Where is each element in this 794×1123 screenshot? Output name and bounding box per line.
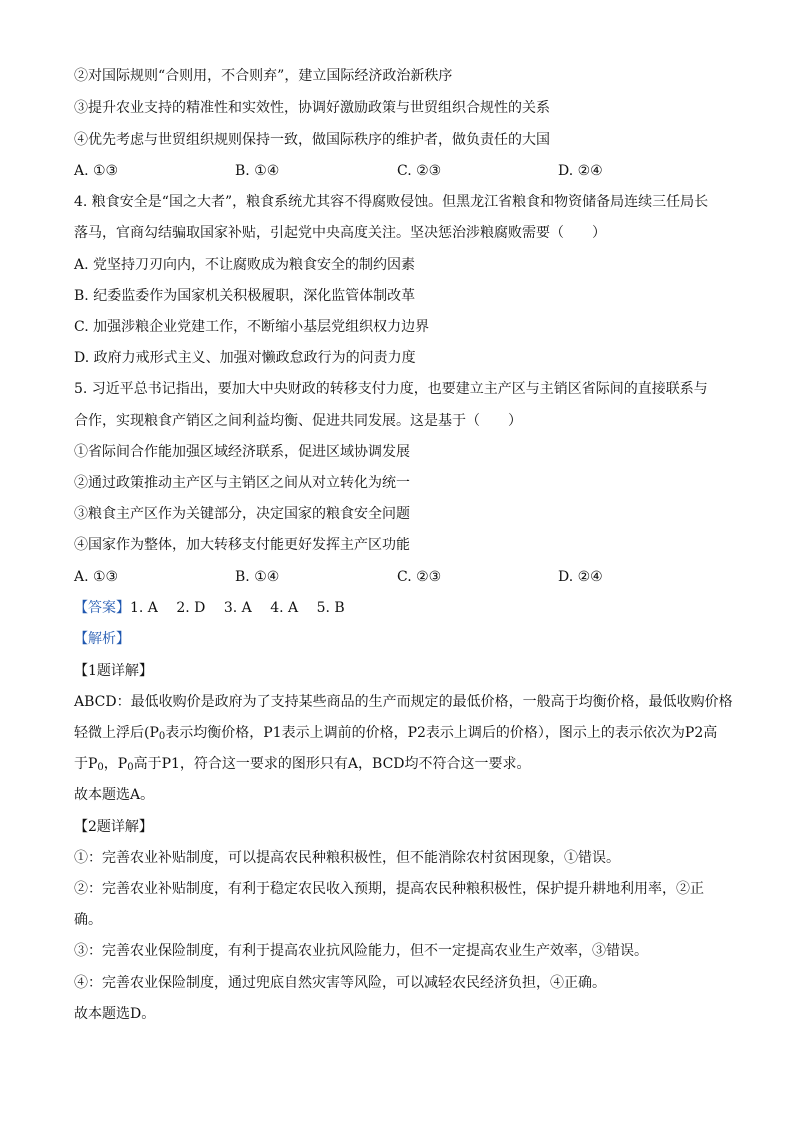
detail-1-line-2-a: 轻微上浮后(P (74, 725, 159, 741)
detail-1-line-1: ABCD：最低收购价是政府为了支持某些商品的生产而规定的最低价格，一般高于均衡价格，最低收购价格 (74, 694, 733, 710)
q4-stem-line-1: 4. 粮食安全是“国之大者”，粮食系统尤其容不得腐败侵蚀。但黑龙江省粮食和物资储备局连续三任局长 (74, 194, 709, 210)
detail-1-line-3 (74, 754, 531, 778)
q4-stem-line-2: 落马，官商勾结骗取国家补贴，引起党中央高度关注。坚决惩治涉粮腐败需要（ ） (74, 225, 606, 241)
q5-option-c: C. ②③ (397, 569, 442, 585)
detail-2-line-4: ③：完善农业保险制度，有利于提高农业抗风险能力，但不一定提高农业生产效率，③错误。 (74, 943, 648, 959)
q4-option-d: D. 政府力戒形式主义、加强对懒政怠政行为的问责力度 (74, 350, 416, 366)
q3-statement-2: ②对国际规则“合则用，不合则弃”，建立国际经济政治新秩序 (74, 68, 453, 84)
detail-2-line-5: ④：完善农业保险制度，通过兜底自然灾害等风险，可以减轻农民经济负担，④正确。 (74, 975, 606, 991)
detail-1-line-3-c: 高于P1，符合这一要求的图形只有A，BCD均不符合这一要求。 (133, 756, 531, 772)
q3-option-b: B. ①④ (235, 163, 280, 179)
q5-stem-line-2: 合作，实现粮食产销区之间利益均衡、促进共同发展。这是基于（ ） (74, 413, 522, 429)
detail-1-line-2 (74, 723, 717, 747)
q5-statement-1: ①省际间合作能加强区域经济联系，促进区域协调发展 (74, 444, 410, 460)
detail-2-line-3: 确。 (74, 912, 102, 928)
detail-1-line-3-b: ，P (103, 756, 128, 772)
q4-option-b: B. 纪委监委作为国家机关积极履职，深化监管体制改革 (74, 288, 416, 304)
q3-statement-3: ③提升农业支持的精准性和实效性，协调好激励政策与世贸组织合规性的关系 (74, 100, 550, 116)
q3-option-d: D. ②④ (558, 163, 603, 179)
detail-2-line-1: ①：完善农业补贴制度，可以提高农民种粮积极性，但不能消除农村贫困现象，①错误。 (74, 850, 620, 866)
answer-text: 1. A 2. D 3. A 4. A 5. B (130, 600, 345, 616)
detail-1-line-2-b: 表示均衡价格，P1表示上调前的价格，P2表示上调后的价格），图示上的表示依次为P2高 (165, 725, 718, 741)
q5-option-b: B. ①④ (235, 569, 280, 585)
q5-statement-4: ④国家作为整体，加大转移支付能更好发挥主产区功能 (74, 537, 410, 553)
q5-statement-2: ②通过政策推动主产区与主销区之间从对立转化为统一 (74, 475, 410, 491)
p0-subscript: 0 (158, 731, 166, 742)
q5-statement-3: ③粮食主产区作为关键部分，决定国家的粮食安全问题 (74, 506, 410, 522)
detail-2-line-2: ②：完善农业补贴制度，有利于稳定农民收入预期，提高农民种粮积极性，保护提升耕地利用率，②正 (74, 881, 704, 897)
detail-1-header: 【1题详解】 (74, 663, 153, 679)
detail-1-line-3-a: 于P (74, 756, 98, 772)
detail-2-conclusion: 故本题选D。 (74, 1006, 156, 1022)
q5-stem-line-1: 5. 习近平总书记指出，要加大中央财政的转移支付力度，也要建立主产区与主销区省际间的直接联系与 (74, 381, 708, 397)
q5-option-a: A. ①③ (74, 569, 119, 585)
analysis-label: 【解析】 (74, 631, 130, 647)
q4-option-c: C. 加强涉粮企业党建工作，不断缩小基层党组织权力边界 (74, 319, 430, 335)
p0-subscript: 0 (97, 762, 104, 773)
detail-1-conclusion: 故本题选A。 (74, 787, 155, 803)
answer-line (74, 598, 345, 618)
p0-subscript: 0 (127, 762, 134, 773)
q3-statement-4: ④优先考虑与世贸组织规则保持一致，做国际秩序的维护者，做负责任的大国 (74, 132, 550, 148)
detail-2-header: 【2题详解】 (74, 819, 153, 835)
q4-option-a: A. 党坚持刀刃向内，不让腐败成为粮食安全的制约因素 (74, 257, 416, 273)
answer-label: 【答案】 (74, 600, 130, 616)
q3-option-a: A. ①③ (74, 163, 119, 179)
q3-option-c: C. ②③ (397, 163, 442, 179)
q5-option-d: D. ②④ (558, 569, 603, 585)
